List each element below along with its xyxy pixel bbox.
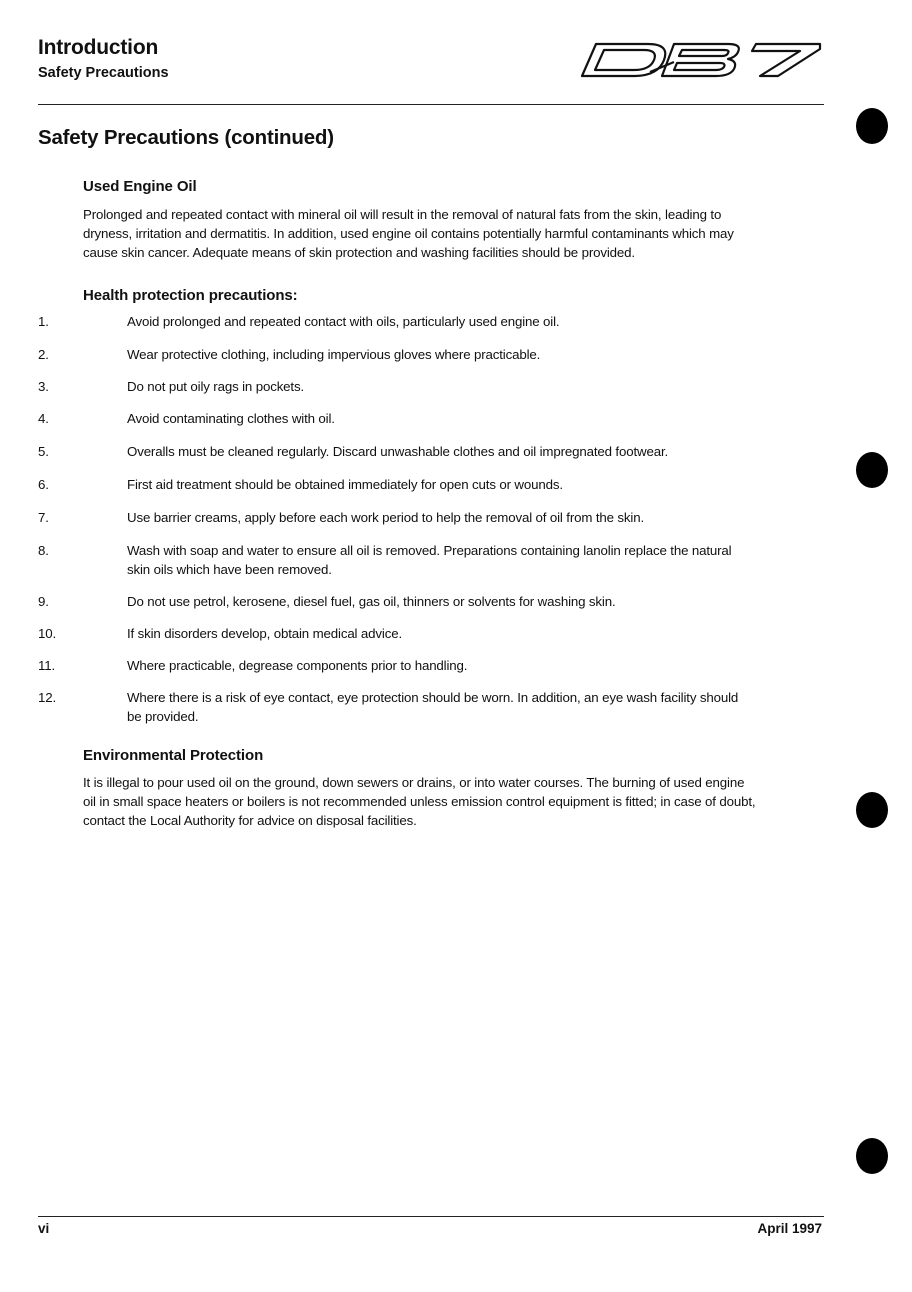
list-item-number: 6. (38, 477, 49, 492)
punch-hole (856, 452, 888, 488)
list-item-text: Use barrier creams, apply before each work period to help the removal of oil from the skin. (127, 510, 644, 525)
list-item-number: 12. (38, 690, 57, 705)
list-item-number: 7. (38, 510, 49, 525)
health-precautions-heading: Health protection precautions: (83, 287, 298, 304)
list-item-number: 4. (38, 411, 49, 426)
page-title: Safety Precautions (continued) (38, 126, 334, 149)
list-item-text (127, 541, 827, 579)
punch-hole (856, 108, 888, 144)
list-item-text: First aid treatment should be obtained immediately for open cuts or wounds. (127, 477, 563, 492)
used-engine-oil-paragraph (83, 205, 827, 262)
list-item-text: Overalls must be cleaned regularly. Discard unwashable clothes and oil impregnated footwear. (127, 444, 669, 459)
list-item-text (127, 688, 827, 726)
punch-hole (856, 792, 888, 828)
list-item-number: 2. (38, 347, 49, 362)
paragraph-line: Prolonged and repeated contact with mineral oil will result in the removal of natural fats from the skin, leading to (83, 207, 722, 222)
footer-divider (38, 1216, 824, 1217)
publication-date: April 1997 (757, 1221, 822, 1236)
list-item-text: Where practicable, degrease components prior to handling. (127, 658, 468, 673)
db7-logo (578, 40, 824, 78)
environmental-protection-paragraph (83, 773, 827, 830)
list-item-text: Avoid contaminating clothes with oil. (127, 411, 335, 426)
list-item-text: Do not put oily rags in pockets. (127, 379, 305, 394)
list-item-line: Wash with soap and water to ensure all oil is removed. Preparations containing lanolin replace the natural (127, 543, 732, 558)
paragraph-line: cause skin cancer. Adequate means of skin protection and washing facilities should be provided. (83, 245, 635, 260)
list-item-number: 11. (38, 658, 56, 673)
header-subsection-title: Safety Precautions (38, 65, 169, 81)
list-item-text: Wear protective clothing, including impervious gloves where practicable. (127, 347, 541, 362)
list-item-number: 3. (38, 379, 49, 394)
list-item-number: 1. (38, 314, 49, 329)
header-divider (38, 104, 824, 105)
list-item-number: 10. (38, 626, 57, 641)
list-item-line: be provided. (127, 709, 199, 724)
environmental-protection-heading: Environmental Protection (83, 747, 264, 764)
paragraph-line: It is illegal to pour used oil on the ground, down sewers or drains, or into water courses. The burning of used engine (83, 775, 745, 790)
list-item-text: Do not use petrol, kerosene, diesel fuel, gas oil, thinners or solvents for washing skin. (127, 594, 616, 609)
paragraph-line: contact the Local Authority for advice on disposal facilities. (83, 813, 417, 828)
list-item-line: Where there is a risk of eye contact, eye protection should be worn. In addition, an eye wash facility should (127, 690, 739, 705)
punch-hole (856, 1138, 888, 1174)
list-item-text: If skin disorders develop, obtain medical advice. (127, 626, 402, 641)
list-item-number: 9. (38, 594, 49, 609)
list-item-number: 8. (38, 543, 49, 558)
paragraph-line: dryness, irritation and dermatitis. In addition, used engine oil contains potentially harmful contaminants which may (83, 226, 734, 241)
header-section-title: Introduction (38, 36, 159, 59)
used-engine-oil-heading: Used Engine Oil (83, 178, 197, 195)
list-item-text: Avoid prolonged and repeated contact with oils, particularly used engine oil. (127, 314, 560, 329)
paragraph-line: oil in small space heaters or boilers is not recommended unless emission control equipment is fitted; in case of doubt, (83, 794, 756, 809)
list-item-line: skin oils which have been removed. (127, 562, 332, 577)
list-item-number: 5. (38, 444, 49, 459)
page-number: vi (38, 1221, 50, 1236)
